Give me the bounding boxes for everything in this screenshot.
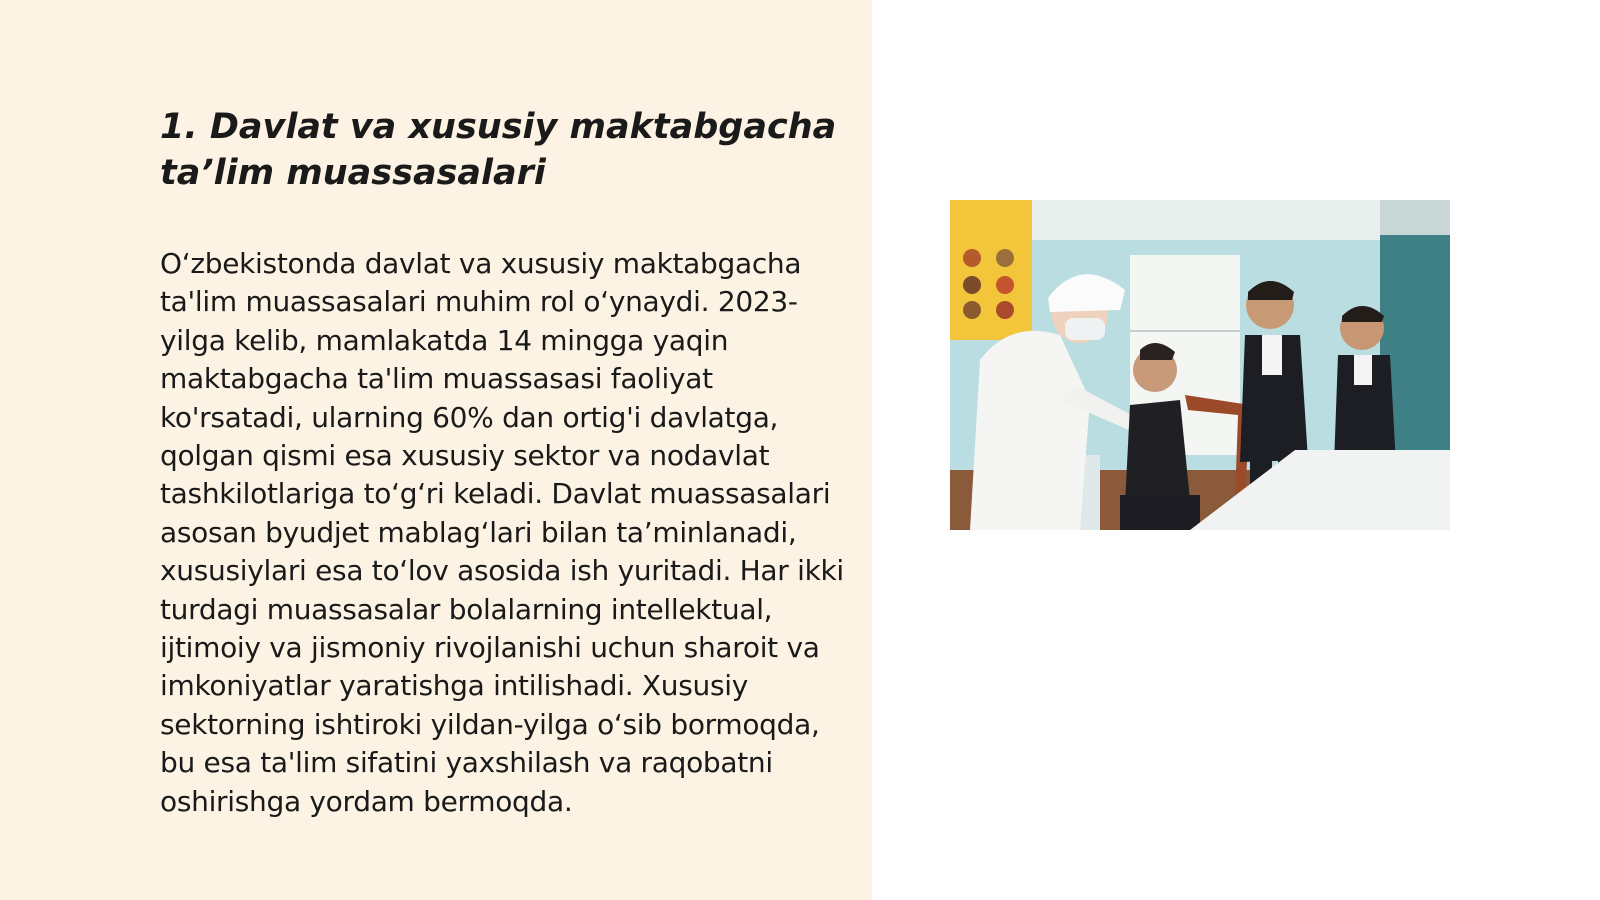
slide-heading: 1. Davlat va xususiy maktabgacha ta’lim muassasalari <box>160 107 837 193</box>
kindergarten-photo <box>950 200 1450 530</box>
slide-paragraph: O‘zbekistonda davlat va xususiy maktabgacha ta'lim muassasalari muhim rol o‘ynaydi. 2023-yilga kelib, mamlakatda 14 mingga yaqin maktabgacha ta'lim muassasasi faoliyat ko'rsatadi, ularning 60% dan ortig'i davlatga, qolgan qismi esa xususiy sektor va nodavlat tashkilotlariga to‘g‘ri keladi. Davlat muassasalari asosan byudjet mablag‘lari bilan ta’minlanadi, xususiylari esa to‘lov asosida ish yuritadi. Har ikki turdagi muassasalar bolalarning intellektual, ijtimoiy va jismoniy rivojlanishi uchun sharoit va imkoniyatlar yaratishga intilishadi. Xususiy sektorning ishtiroki yildan-yilga o‘sib bormoqda, bu esa ta'lim sifatini yaxshilash va raqobatni oshirishga yordam bermoqda. <box>160 247 844 818</box>
